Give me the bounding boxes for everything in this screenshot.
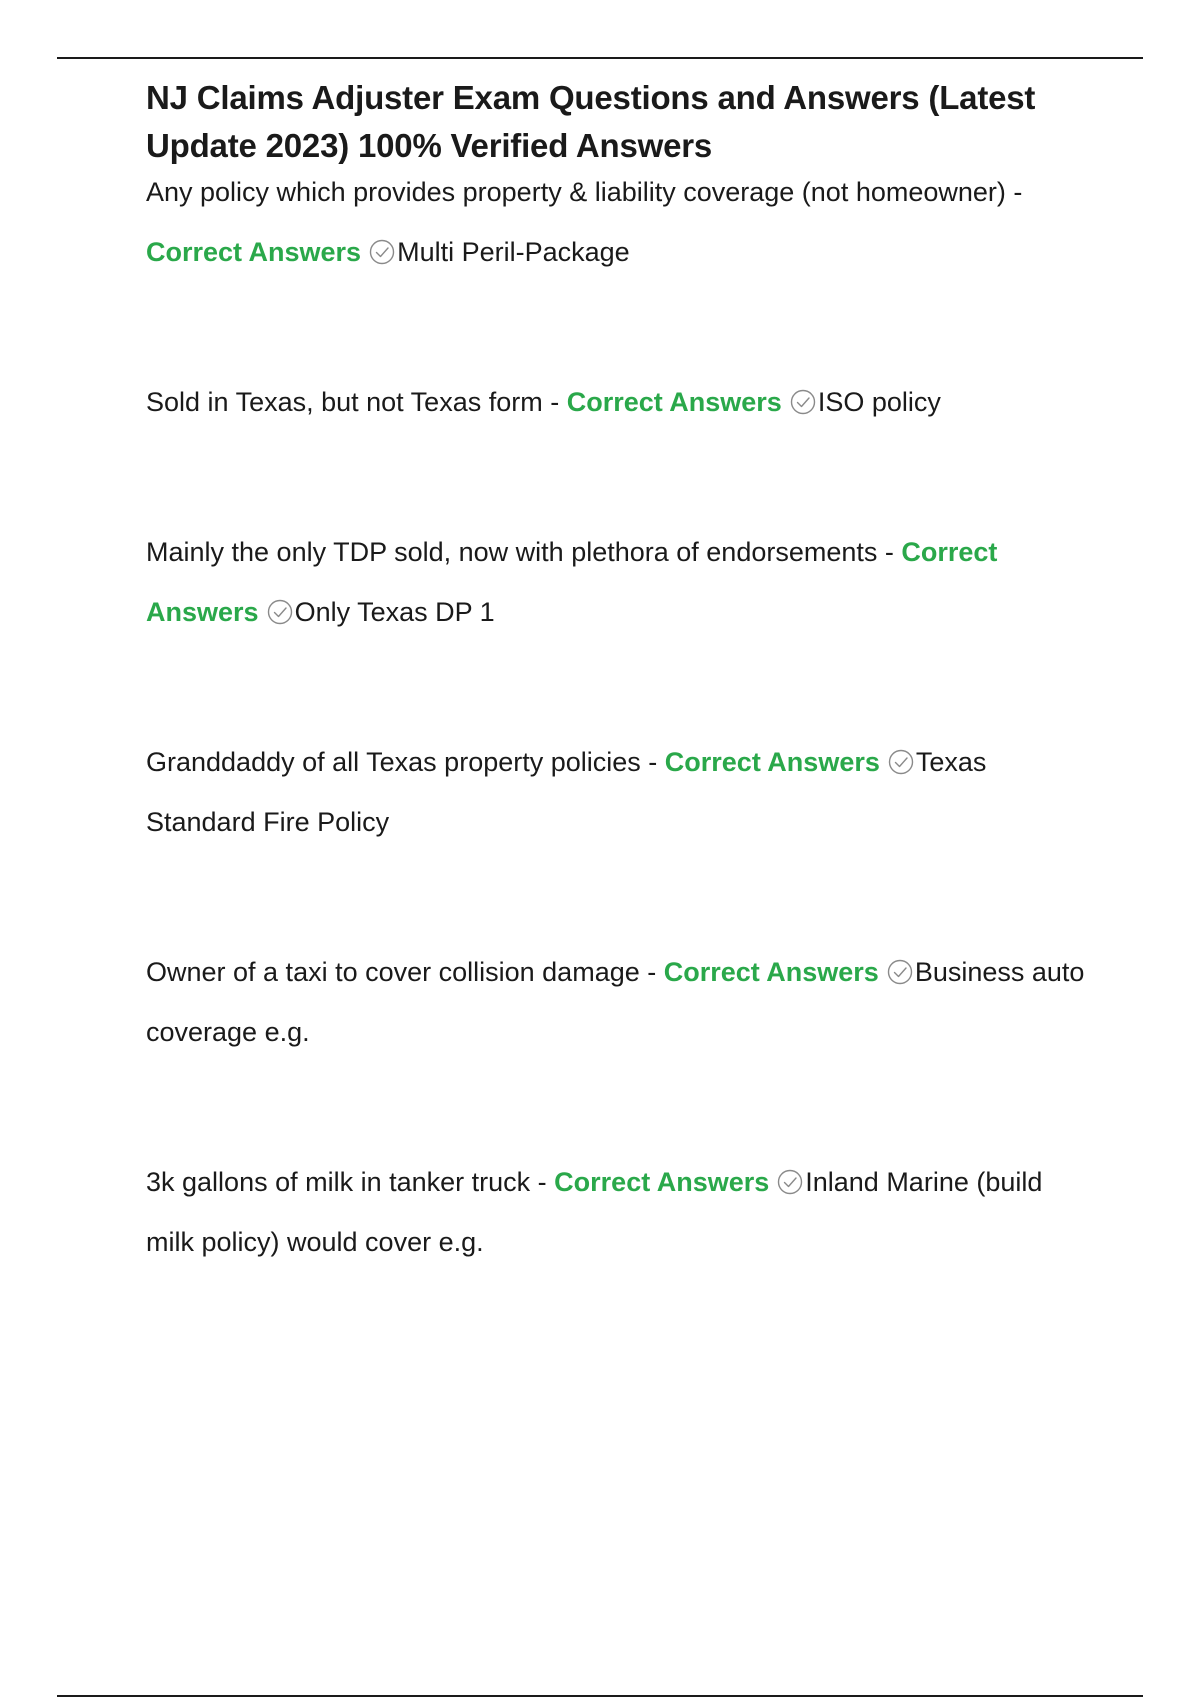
top-rule xyxy=(57,57,1143,59)
answer-text: Business auto coverage e.g. xyxy=(146,957,1085,1047)
question-text: Sold in Texas, but not Texas form xyxy=(146,387,543,417)
answer-text: ISO policy xyxy=(817,387,941,417)
answer-text: Inland Marine (build milk policy) would cover e.g. xyxy=(146,1167,1043,1257)
separator: - xyxy=(1005,177,1023,207)
check-circle-icon xyxy=(790,389,816,415)
answer-label: Correct Answers xyxy=(146,237,362,267)
page-title: NJ Claims Adjuster Exam Questions and Answers (Latest Update 2023) 100% Verified Answers xyxy=(146,79,1036,164)
check-circle-icon xyxy=(369,239,395,265)
answer-text: Only Texas DP 1 xyxy=(294,597,495,627)
question-text: 3k gallons of milk in tanker truck xyxy=(146,1167,531,1197)
check-circle-icon xyxy=(888,749,914,775)
qa-item xyxy=(146,732,1096,852)
answer-label: Correct Answers xyxy=(554,1167,770,1197)
separator: - xyxy=(877,537,902,567)
separator: - xyxy=(530,1167,555,1197)
answer-text: Multi Peril-Package xyxy=(397,237,630,267)
qa-item xyxy=(146,522,1096,642)
question-text: Mainly the only TDP sold, now with plethora of endorsements xyxy=(146,537,878,567)
separator: - xyxy=(542,387,567,417)
question-text: Owner of a taxi to cover collision damage xyxy=(146,957,640,987)
answer-label: Correct Answers xyxy=(664,747,880,777)
document-body xyxy=(146,74,1096,1272)
separator: - xyxy=(639,957,664,987)
separator: - xyxy=(640,747,665,777)
question-text: Granddaddy of all Texas property policies xyxy=(146,747,641,777)
qa-item xyxy=(146,372,1096,432)
answer-label: Correct Answers xyxy=(663,957,879,987)
qa-item xyxy=(146,162,1096,282)
qa-item xyxy=(146,942,1096,1062)
answer-text: Texas Standard Fire Policy xyxy=(146,747,987,837)
question-text: Any policy which provides property & liability coverage (not homeowner) xyxy=(146,177,1006,207)
check-circle-icon xyxy=(777,1169,803,1195)
answer-label: Correct Answers xyxy=(566,387,782,417)
bottom-rule xyxy=(57,1695,1143,1697)
answer-label: Correct Answers xyxy=(146,537,998,627)
check-circle-icon xyxy=(887,959,913,985)
check-circle-icon xyxy=(267,599,293,625)
qa-item xyxy=(146,1152,1096,1272)
